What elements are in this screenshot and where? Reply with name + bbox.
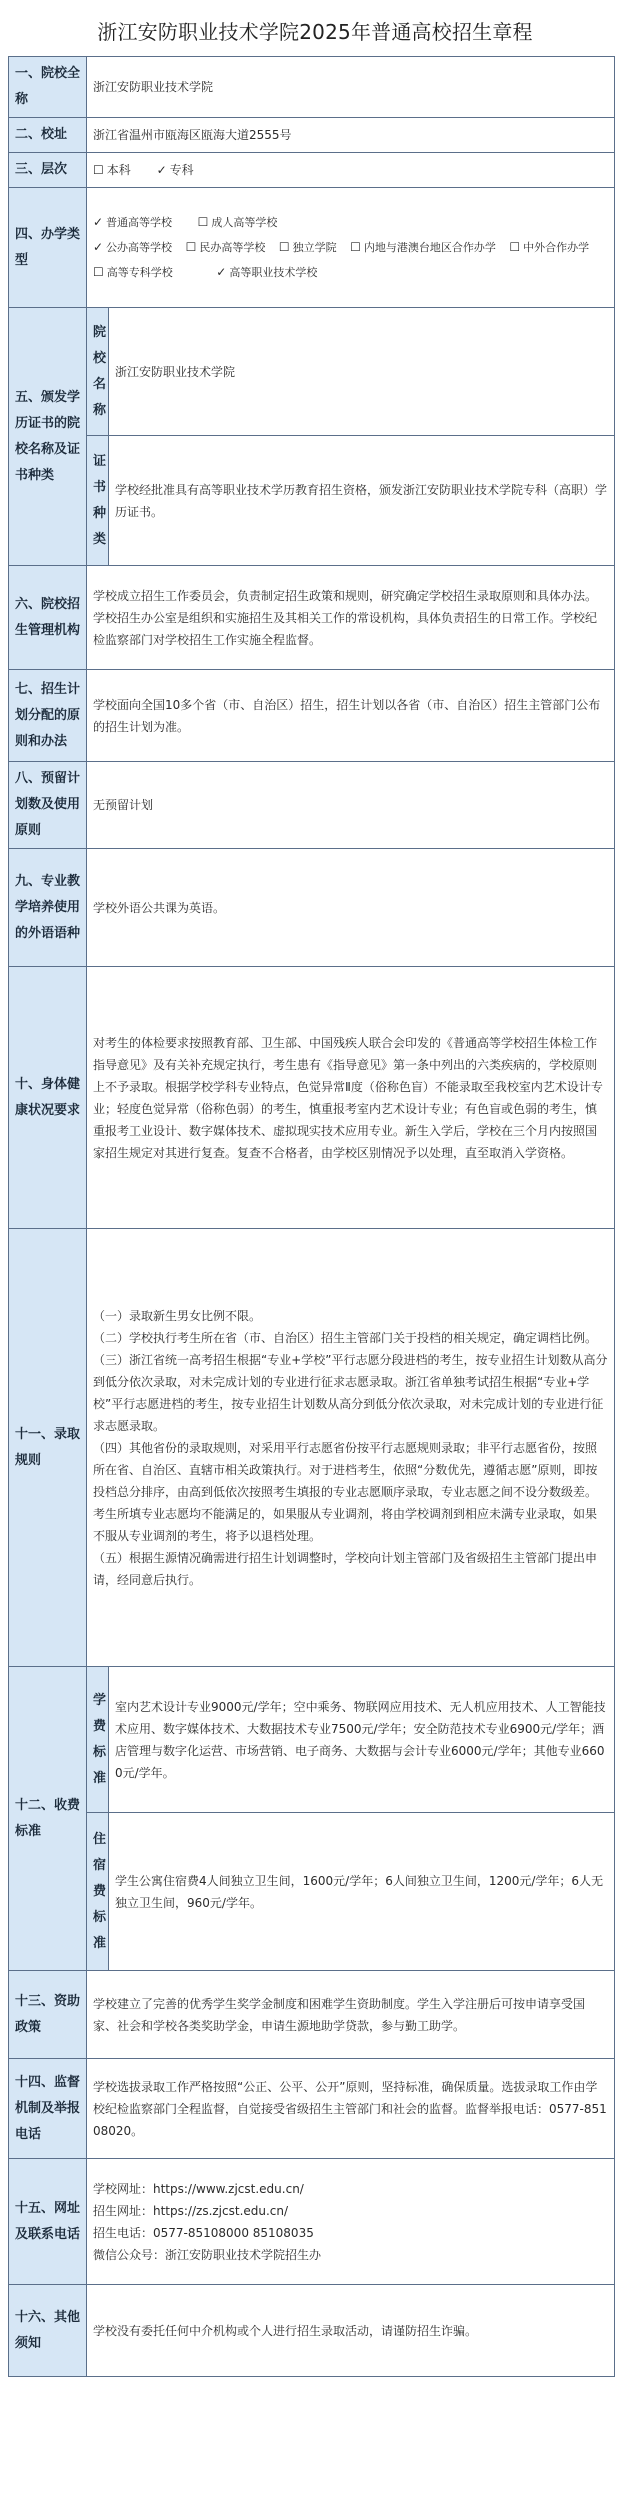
other-notes-value: 学校没有委托任何中介机构或个人进行招生录取活动，请谨防招生诈骗。 (87, 2285, 615, 2377)
school-name-value: 浙江安防职业技术学院 (87, 57, 615, 118)
checkbox-empty-icon: ☐ (350, 240, 361, 254)
sub-label-school-name: 院校名称 (87, 308, 109, 436)
table-row (9, 308, 615, 436)
checkbox-empty-icon: ☐ (278, 240, 290, 254)
table-row (9, 670, 615, 762)
table-row (9, 2285, 615, 2377)
table-row (9, 436, 615, 566)
row-label-contact: 十五、网址及联系电话 (9, 2159, 87, 2285)
wechat-account-line: 微信公众号：浙江安防职业技术学院招生办 (93, 2247, 322, 2262)
tuition-value: 室内艺术设计专业9000元/学年；空中乘务、物联网应用技术、无人机应用技术、人工智能技术应用、数字媒体技术、大数据技术专业7500元/学年；安全防范技术专业6900元/学年；酒店管理与数字化运营、市场营销、电子商务、大数据与会计专业6000元/学年；其他专业6600元/学年。 (109, 1667, 615, 1813)
plan-allocation-value: 学校面向全国10多个省（市、自治区）招生，招生计划以各省（市、自治区）招生主管部门公布的招生计划为准。 (87, 670, 615, 762)
table-row (9, 2059, 615, 2159)
checkmark-icon: ✓ (93, 215, 104, 229)
school-type-line-1: ✓ 普通高等学校 ☐ 成人高等学校 (93, 211, 608, 234)
admissions-office-value: 学校成立招生工作委员会，负责制定招生政策和规则，研究确定学校招生录取原则和具体办法。学校招生办公室是组织和实施招生及其相关工作的常设机构，具体负责招生的日常工作。学校纪检监察部门对学校招生工作实施全程监督。 (87, 566, 615, 670)
certificate-school-name-value: 浙江安防职业技术学院 (109, 308, 615, 436)
admission-rule-paragraph: （五）根据生源情况确需进行招生计划调整时，学校向计划主管部门及省级招生主管部门提出申请，经同意后执行。 (93, 1550, 598, 1587)
school-website-line[interactable]: 学校网址：https://www.zjcst.edu.cn/ (93, 2181, 304, 2196)
school-type-options (87, 188, 615, 308)
sub-label-tuition: 学费标准 (87, 1667, 109, 1813)
table-row (9, 1971, 615, 2059)
sub-label-certificate-type: 证书种类 (87, 436, 109, 566)
address-value: 浙江省温州市瓯海区瓯海大道2555号 (87, 118, 615, 153)
financial-aid-value: 学校建立了完善的优秀学生奖学金制度和困难学生资助制度。学生入学注册后可按申请享受国家、社会和学校各类奖助学金，申请生源地助学贷款，参与勤工助学。 (87, 1971, 615, 2059)
table-row (9, 566, 615, 670)
row-label-admissions-office: 六、院校招生管理机构 (9, 566, 87, 670)
table-row (9, 1229, 615, 1667)
row-label-fees: 十二、收费标准 (9, 1667, 87, 1971)
checkbox-empty-icon: ☐ (185, 240, 197, 254)
accommodation-value: 学生公寓住宿费4人间独立卫生间，1600元/学年；6人间独立卫生间，1200元/学年；6人无独立卫生间，960元/学年。 (109, 1813, 615, 1971)
level-option-college: ✓ 专科 (157, 159, 194, 181)
school-type-line-3: ☐ 高等专科学校 ✓ 高等职业技术学校 (93, 261, 608, 284)
table-row (9, 188, 615, 308)
admission-rule-paragraph: （一）录取新生男女比例不限。 (93, 1308, 262, 1323)
table-row (9, 2159, 615, 2285)
row-label-school-name: 一、院校全称 (9, 57, 87, 118)
table-row (9, 57, 615, 118)
checkmark-icon: ✓ (216, 265, 227, 279)
checkbox-empty-icon: ☐ (197, 215, 209, 229)
row-label-certificate: 五、颁发学历证书的院校名称及证书种类 (9, 308, 87, 566)
admissions-phone-line: 招生电话：0577-85108000 85108035 (93, 2225, 314, 2240)
admission-rule-paragraph: （二）学校执行考生所在省（市、自治区）招生主管部门关于投档的相关规定，确定调档比例。 (93, 1330, 598, 1345)
admission-rule-paragraph: （四）其他省份的录取规则，对采用平行志愿省份按平行志愿规则录取；非平行志愿省份，按照所在省、自治区、直辖市相关政策执行。对于进档考生，依照“分数优先，遵循志愿”原则，即按投档总分排序，由高到低依次按照考生填报的专业志愿顺序录取，专业志愿之间不设分数级差。考生所填专业志愿均不能满足的，如果服从专业调剂，将由学校调剂到相应未满专业录取，如果不服从专业调剂的考生，将予以退档处理。 (93, 1440, 598, 1543)
table-row (9, 1667, 615, 1813)
charter-table (8, 56, 615, 2377)
table-row (9, 849, 615, 967)
admission-rules-value (87, 1229, 615, 1667)
table-row (9, 762, 615, 849)
row-label-level: 三、层次 (9, 153, 87, 188)
certificate-type-value: 学校经批准具有高等职业技术学历教育招生资格，颁发浙江安防职业技术学院专科（高职）学历证书。 (109, 436, 615, 566)
level-option-bachelor: ☐ 本科 (93, 159, 131, 181)
admissions-website-line[interactable]: 招生网址：https://zs.zjcst.edu.cn/ (93, 2203, 289, 2218)
row-label-other-notes: 十六、其他须知 (9, 2285, 87, 2377)
foreign-language-value: 学校外语公共课为英语。 (87, 849, 615, 967)
row-label-school-type: 四、办学类型 (9, 188, 87, 308)
row-label-financial-aid: 十三、资助政策 (9, 1971, 87, 2059)
row-label-health-requirements: 十、身体健康状况要求 (9, 967, 87, 1229)
row-label-reserved-plan: 八、预留计划数及使用原则 (9, 762, 87, 849)
checkmark-icon: ✓ (156, 163, 167, 177)
reserved-plan-value: 无预留计划 (87, 762, 615, 849)
contact-value (87, 2159, 615, 2285)
sub-label-accommodation: 住宿费标准 (87, 1813, 109, 1971)
row-label-plan-allocation: 七、招生计划分配的原则和办法 (9, 670, 87, 762)
row-label-admission-rules: 十一、录取规则 (9, 1229, 87, 1667)
row-label-address: 二、校址 (9, 118, 87, 153)
school-type-line-2: ✓ 公办高等学校 ☐ 民办高等学校 ☐ 独立学院 ☐ 内地与港澳台地区合作办学 ☐ 中外合作办学 (93, 236, 608, 259)
table-row (9, 153, 615, 188)
checkbox-empty-icon: ☐ (93, 265, 104, 279)
table-row (9, 1813, 615, 1971)
checkbox-empty-icon: ☐ (93, 163, 104, 177)
page-title: 浙江安防职业技术学院2025年普通高校招生章程 (97, 20, 533, 44)
supervision-value: 学校选拔录取工作严格按照“公正、公平、公开”原则，坚持标准，确保质量。选拔录取工作由学校纪检监察部门全程监督，自觉接受省级招生主管部门和社会的监督。监督举报电话：0577-85108020。 (87, 2059, 615, 2159)
checkbox-empty-icon: ☐ (509, 240, 521, 254)
health-requirements-value: 对考生的体检要求按照教育部、卫生部、中国残疾人联合会印发的《普通高等学校招生体检工作指导意见》及有关补充规定执行，考生患有《指导意见》第一条中列出的六类疾病的，学校原则上不予录取。根据学校学科专业特点，色觉异常Ⅱ度（俗称色盲）不能录取至我校室内艺术设计专业；轻度色觉异常（俗称色弱）的考生，慎重报考室内艺术设计专业；有色盲或色弱的考生，慎重报考工业设计、数字媒体技术、虚拟现实技术应用专业。新生入学后，学校在三个月内按照国家招生规定对其进行复查。复查不合格者，由学校区别情况予以处理，直至取消入学资格。 (87, 967, 615, 1229)
table-row (9, 967, 615, 1229)
row-label-supervision: 十四、监督机制及举报电话 (9, 2059, 87, 2159)
admission-rule-paragraph: （三）浙江省统一高考招生根据“专业+学校”平行志愿分段进档的考生，按专业招生计划数从高分到低分依次录取，对未完成计划的专业进行征求志愿录取。浙江省单独考试招生根据“专业+学校”平行志愿进档的考生，按专业招生计划数从高分到低分依次录取，对未完成计划的专业进行征求志愿录取。 (93, 1352, 608, 1433)
level-options (87, 153, 615, 188)
row-label-foreign-language: 九、专业教学培养使用的外语语种 (9, 849, 87, 967)
checkmark-icon: ✓ (93, 240, 104, 254)
table-row (9, 118, 615, 153)
